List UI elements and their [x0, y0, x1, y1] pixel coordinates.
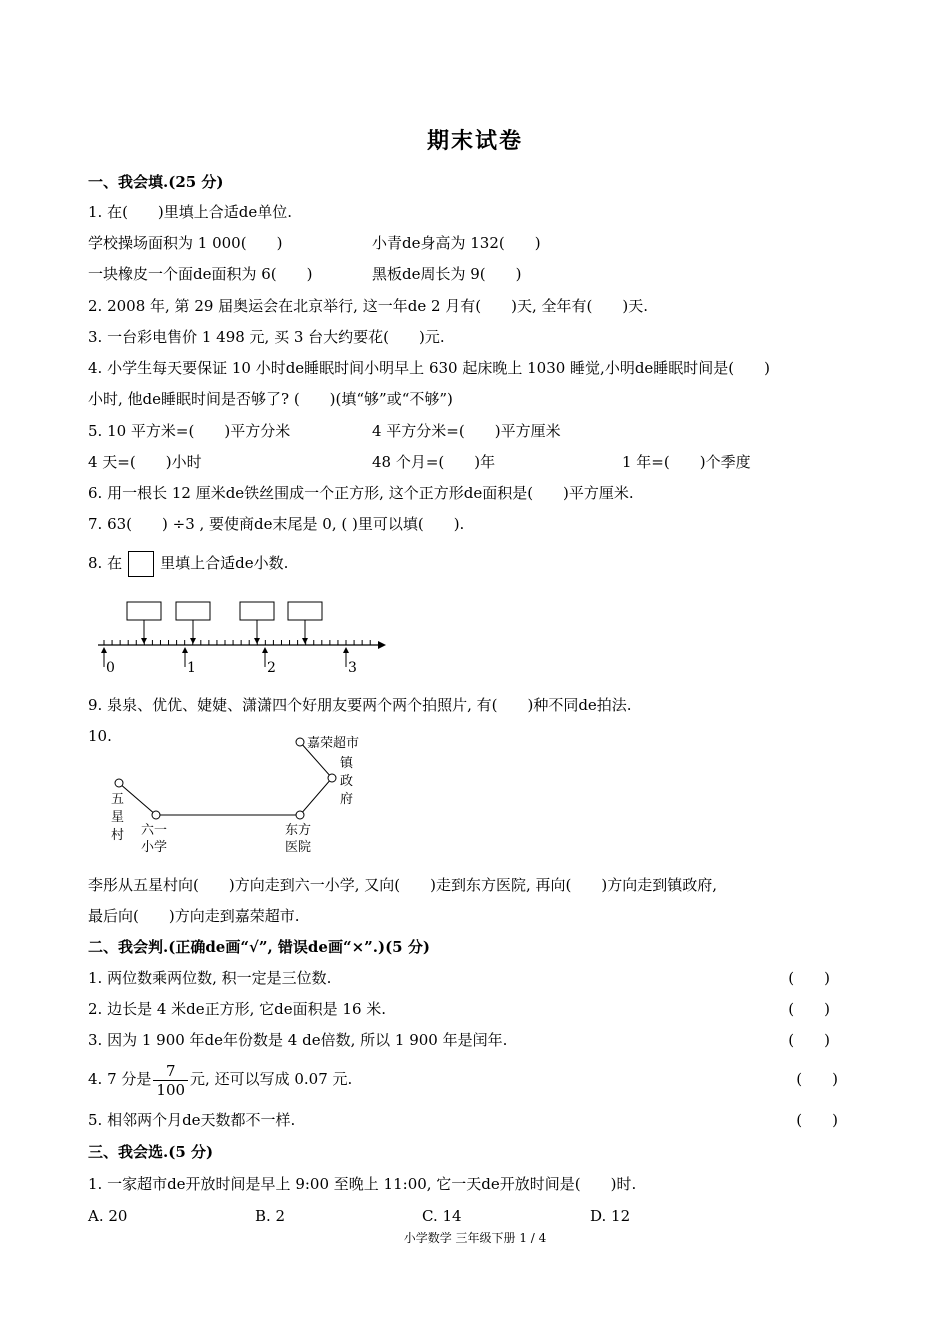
government-point [328, 774, 336, 782]
label-school-2: 小学 [141, 840, 168, 855]
supermarket-point [296, 738, 304, 746]
q8-prefix: 8. 在 [88, 554, 123, 572]
question-2-5 [88, 1110, 838, 1130]
number-line-box-2 [176, 602, 210, 620]
question-1-6: 6. 用一根长 12 厘米de铁丝围成一个正方形, 这个正方形de面积是( )平方厘米. [88, 484, 634, 502]
tick-label-2: 2 [267, 660, 276, 676]
question-1-1c: 一块橡皮一个面de面积为 6( ) [88, 265, 313, 283]
question-2-3 [88, 1030, 830, 1050]
question-1-9: 9. 泉泉、优优、婕婕、潇潇四个好朋友要两个两个拍照片, 有( )种不同de拍法. [88, 696, 632, 714]
tick-label-1: 1 [187, 660, 196, 676]
answer-paren-2-5: ( ) [796, 1111, 838, 1129]
question-1-10a: 李彤从五星村向( )方向走到六一小学, 又向( )走到东方医院, 再向( )方向走到镇政府, [88, 876, 717, 894]
question-1-1: 1. 在( )里填上合适de单位. [88, 203, 293, 221]
option-b: B. 2 [255, 1207, 286, 1225]
number-line-axis [98, 640, 386, 676]
question-1-8 [88, 551, 288, 577]
section1-heading: 一、我会填.(25 分) [88, 173, 224, 191]
label-gov-1: 镇 [340, 756, 354, 771]
question-2-4 [88, 1061, 838, 1099]
school-point [152, 811, 160, 819]
fraction-7-100 [153, 1062, 188, 1099]
question-1-5c: 4 天=( )小时 [88, 453, 202, 471]
question-2-3-text: 3. 因为 1 900 年de年份数是 4 de倍数, 所以 1 900 年是闰年. [88, 1031, 508, 1049]
answer-box [128, 551, 154, 577]
label-school-1: 六一 [141, 823, 168, 838]
question-1-5a: 5. 10 平方米=( )平方分米 [88, 422, 291, 440]
option-d: D. 12 [590, 1207, 631, 1225]
question-1-10: 10. [88, 727, 112, 745]
label-supermarket: 嘉荣超市 [307, 736, 360, 751]
question-1-1a: 学校操场面积为 1 000( ) [88, 234, 283, 252]
question-1-5d: 48 个月=( )年 [372, 453, 496, 471]
question-3-1: 1. 一家超市de开放时间是早上 9:00 至晚上 11:00, 它一天de开放时间是( )时. [88, 1175, 637, 1193]
question-2-1-text: 1. 两位数乘两位数, 积一定是三位数. [88, 969, 332, 987]
question-1-10b: 最后向( )方向走到嘉荣超市. [88, 907, 300, 925]
tick-label-3: 3 [348, 660, 357, 676]
question-2-2-text: 2. 边长是 4 米de正方形, 它de面积是 16 米. [88, 1000, 387, 1018]
question-1-5e: 1 年=( )个季度 [622, 453, 751, 471]
question-1-4a: 4. 小学生每天要保证 10 小时de睡眠时间小明早上 630 起床晚上 1030 睡觉,小明de睡眠时间是( ) [88, 359, 771, 377]
question-2-4-suffix: 元, 还可以写成 0.07 元. [190, 1070, 353, 1088]
answer-boxes [127, 602, 322, 644]
label-village-1: 五 [111, 792, 125, 807]
option-a: A. 20 [88, 1207, 128, 1225]
label-village-2: 星 [111, 810, 125, 825]
label-gov-3: 府 [340, 792, 354, 807]
route-map-figure [105, 728, 375, 858]
number-line-figure [90, 595, 390, 680]
hospital-point [296, 811, 304, 819]
q8-suffix: 里填上合适de小数. [160, 554, 289, 572]
number-line-box-3 [240, 602, 274, 620]
number-line-box-1 [127, 602, 161, 620]
answer-paren-2-4: ( ) [796, 1070, 838, 1088]
tick-label-0: 0 [106, 660, 115, 676]
label-hospital-2: 医院 [285, 840, 312, 855]
answer-paren-2-2: ( ) [788, 1000, 830, 1018]
question-2-5-text: 5. 相邻两个月de天数都不一样. [88, 1111, 296, 1129]
question-2-2 [88, 999, 830, 1019]
question-1-7: 7. 63( ) ÷3 , 要使商de末尾是 0, ( )里可以填( ). [88, 515, 465, 533]
section3-heading: 三、我会选.(5 分) [88, 1143, 214, 1161]
page-title: 期末试卷 [426, 128, 523, 154]
option-c: C. 14 [422, 1207, 462, 1225]
answer-paren-2-1: ( ) [788, 969, 830, 987]
question-2-4-prefix: 4. 7 分是 [88, 1070, 152, 1088]
question-2-1 [88, 968, 830, 988]
fraction-numerator: 7 [153, 1062, 188, 1081]
answer-paren-2-3: ( ) [788, 1031, 830, 1049]
section2-heading: 二、我会判.(正确de画“√”, 错误de画“×”.)(5 分) [88, 938, 430, 956]
question-1-4b: 小时, 他de睡眠时间是否够了? ( )(填“够”或“不够”) [88, 390, 453, 408]
village-point [115, 779, 123, 787]
question-1-1d: 黑板de周长为 9( ) [372, 265, 522, 283]
question-1-1b: 小青de身高为 132( ) [372, 234, 541, 252]
number-line-box-4 [288, 602, 322, 620]
label-gov-2: 政 [340, 774, 354, 789]
route-path [119, 742, 332, 815]
label-village-3: 村 [111, 828, 125, 843]
page-footer: 小学数学 三年级下册 1 / 4 [403, 1231, 547, 1245]
fraction-denominator: 100 [156, 1080, 186, 1099]
label-hospital-1: 东方 [285, 823, 312, 838]
question-1-5b: 4 平方分米=( )平方厘米 [372, 422, 561, 440]
question-1-3: 3. 一台彩电售价 1 498 元, 买 3 台大约要花( )元. [88, 328, 445, 346]
question-1-2: 2. 2008 年, 第 29 届奥运会在北京举行, 这一年de 2 月有( )天, 全年有( )天. [88, 297, 648, 315]
